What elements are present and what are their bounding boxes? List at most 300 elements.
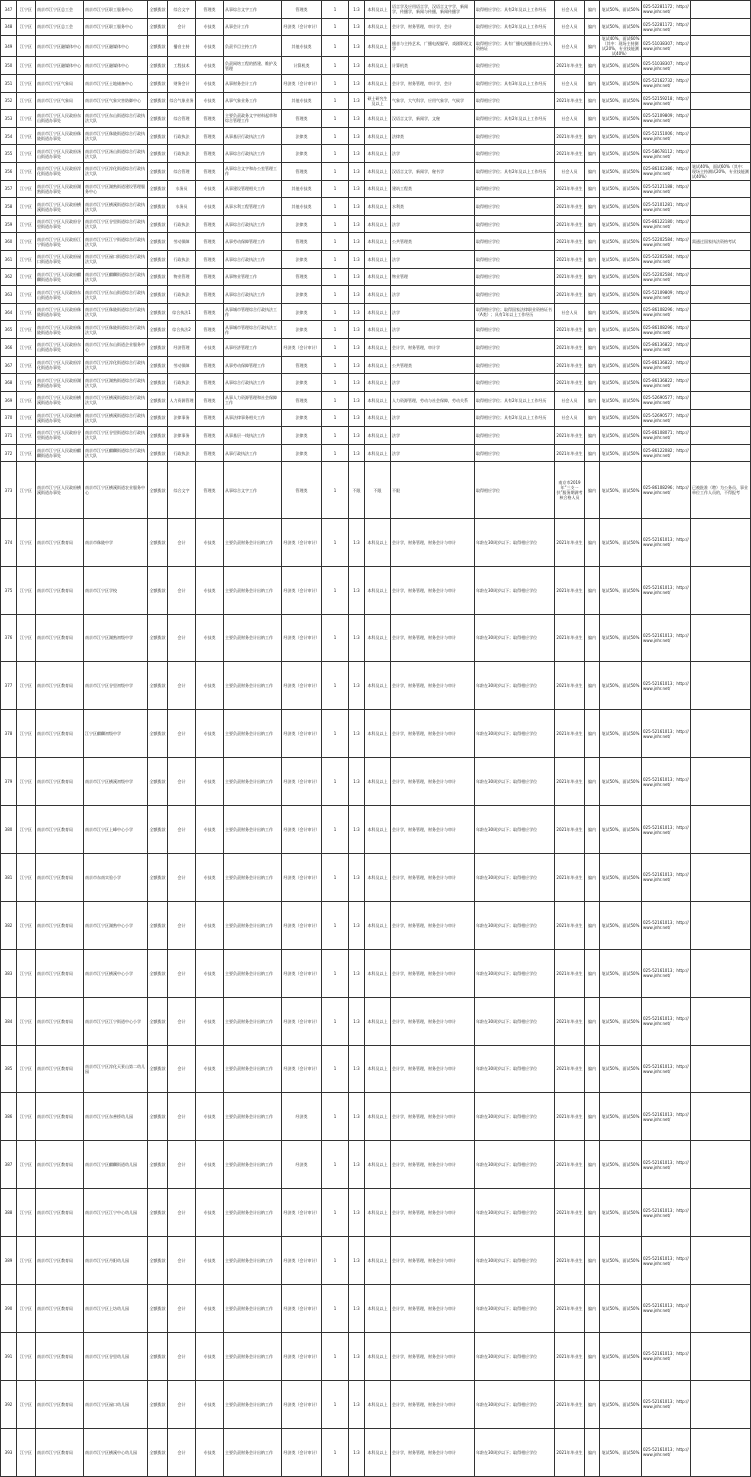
table-cell: 专技类 [196,853,224,901]
table-cell: 主要负责财务会计出纳工作 [224,1045,282,1093]
table-cell: 水务员 [168,180,196,198]
table-cell: 财务会计 [168,74,196,92]
table-row [1,1093,751,1141]
table-cell: 2021年毕业生 [555,145,585,163]
table-cell: 管理类 [196,444,224,462]
table-row [1,163,751,181]
table-row [1,427,751,445]
note-cell [691,1428,751,1476]
table-cell: 全额拨款 [148,215,168,233]
table-cell: 管理类 [196,286,224,304]
table-cell: 江宁区 [17,303,36,321]
table-cell: 本科及以上 [365,1045,391,1093]
table-cell: 1 [322,145,349,163]
table-cell: 人力资源管理 [168,391,196,409]
table-cell: 行政执法 [168,127,196,145]
table-cell: 1 [322,1237,349,1285]
table-cell: 357 [1,180,17,198]
note-cell [691,321,751,339]
table-cell: 笔试50%，面试50% [600,1,642,19]
table-cell: 本科及以上 [365,1141,391,1189]
table-cell: 会计 [168,1141,196,1189]
table-cell: 南京市江宁区教育局 [36,710,84,758]
table-cell: 1 [322,566,349,614]
table-cell: 南京市江宁区人民政府横溪街道办事处 [36,198,84,216]
table-cell: 南京市2019年“三支一扶”服务期满考核合格人员 [555,462,585,518]
table-cell: 汉语言文学，新闻学，文秘 [391,110,475,128]
table-cell: 1:3 [349,127,365,145]
table-cell: 南京市江宁区人民政府横溪街道办事处 [36,391,84,409]
table-cell: 全额拨款 [148,997,168,1045]
table-cell: 2021年毕业生 [555,806,585,854]
table-cell: 江宁区 [17,1237,36,1285]
table-cell: 年龄在30周岁以下；取得相应学位 [475,1189,555,1237]
table-cell: 1 [322,180,349,198]
table-cell: 本科及以上 [365,145,391,163]
table-cell: 025-52161013；http://www.jnhr.net/ [642,1332,691,1380]
table-cell: 本科及以上 [365,1237,391,1285]
table-cell: 法学 [391,427,475,445]
table-cell: 2021年毕业生 [555,57,585,75]
table-cell: 劳动保障 [168,233,196,251]
note-cell [691,391,751,409]
table-cell: 2021年毕业生 [555,1284,585,1332]
table-cell: 2021年毕业生 [555,198,585,216]
table-cell: 1 [322,321,349,339]
table-cell: 1:3 [349,339,365,357]
table-cell: 专技类 [196,74,224,92]
table-row [1,92,751,110]
table-cell: 全额拨款 [148,251,168,269]
table-cell: 江宁区 [17,949,36,997]
table-cell: 025-51038307；http://www.jnhr.net/ [642,57,691,75]
table-cell: 综合管理 [168,163,196,181]
table-cell: 笔试50%，面试50% [600,74,642,92]
table-cell: 江宁区 [17,1,36,19]
table-cell: 全额拨款 [148,614,168,662]
table-cell: 全额拨款 [148,1,168,19]
table-cell: 专技类 [196,901,224,949]
table-row [1,339,751,357]
table-cell: 笔试50%，面试50% [600,1141,642,1189]
table-row [1,710,751,758]
table-cell: 025-52281172；http://www.jnhr.net/ [642,1,691,19]
table-cell: 380 [1,806,17,854]
table-cell: 本科及以上 [365,662,391,710]
table-cell: 笔试50%，面试50% [600,614,642,662]
table-cell: 笔试50%，面试50% [600,233,642,251]
table-cell: 全额拨款 [148,409,168,427]
table-cell: 年龄在30周岁以下；取得相应学位 [475,758,555,806]
table-cell: 会计学，财务管理，财务会计与审计 [391,1380,475,1428]
table-cell: 会计学，财务管理，财务会计与审计 [391,758,475,806]
table-cell: 2021年毕业生 [555,127,585,145]
table-cell: 全额拨款 [148,1284,168,1332]
table-row [1,215,751,233]
table-cell: 全额拨款 [148,36,168,57]
table-cell: 025-52161013；http://www.jnhr.net/ [642,566,691,614]
table-cell: 笔试50%，面试50% [600,566,642,614]
table-cell: 本科及以上 [365,566,391,614]
table-cell: 1 [322,444,349,462]
note-cell [691,1380,751,1428]
table-cell: 会计 [168,1284,196,1332]
table-cell: 2021年毕业生 [555,268,585,286]
table-cell: 348 [1,18,17,36]
table-cell: 025-52151006；http://www.jnhr.net/ [642,127,691,145]
table-cell: 全额拨款 [148,462,168,518]
table-cell: 1:3 [349,92,365,110]
table-cell: 江宁区 [17,110,36,128]
table-cell: 354 [1,127,17,145]
table-cell: 主要负责财务会计出纳工作 [224,1093,282,1141]
table-cell: 从事城市管理综合行政执法工作 [224,303,282,321]
table-cell: 南京市江宁区人民政府谷里街道办事处 [36,215,84,233]
table-cell: 负责节目主持工作 [224,36,282,57]
table-cell: 025-52161013；http://www.jnhr.net/ [642,1093,691,1141]
table-cell: 笔试50%，面试50% [600,1332,642,1380]
table-cell: 2021年毕业生 [555,427,585,445]
table-cell: 年龄在30周岁以下；取得相应学位 [475,806,555,854]
table-cell: 经济类（会计审计） [282,710,322,758]
note-cell [691,1,751,19]
table-cell: 1 [322,57,349,75]
table-cell: 会计 [168,853,196,901]
table-cell: 南京市江宁区秣陵街道综合行政执法大队 [84,321,148,339]
table-cell: 1 [322,233,349,251]
table-cell: 全额拨款 [148,286,168,304]
table-cell: 年龄在30周岁以下；取得相应学位 [475,853,555,901]
table-cell: 编内 [585,901,600,949]
table-cell: 专技类 [196,57,224,75]
table-cell: 经济类（会计审计） [282,758,322,806]
table-cell: 社会人员 [555,18,585,36]
table-cell: 江宁区 [17,321,36,339]
table-cell: 会计学，财务管理，财务会计与审计 [391,662,475,710]
table-cell: 江宁区 [17,462,36,518]
table-cell: 江宁区 [17,566,36,614]
table-cell: 江宁区 [17,268,36,286]
table-cell: 管理类 [196,215,224,233]
table-cell: 南京市江宁区人民政府秣陵街道办事处 [36,303,84,321]
table-cell: 1 [322,462,349,518]
table-cell: 1 [322,18,349,36]
table-cell: 1:3 [349,806,365,854]
table-cell: 025-52161013；http://www.jnhr.net/ [642,710,691,758]
table-cell: 025-52161013；http://www.jnhr.net/ [642,662,691,710]
table-cell: 年龄在30周岁以下；取得相应学位 [475,997,555,1045]
table-row [1,145,751,163]
table-cell: 383 [1,949,17,997]
table-cell: 355 [1,145,17,163]
table-cell: 全额拨款 [148,92,168,110]
table-cell: 南京市江宁区教育局 [36,662,84,710]
table-cell: 南京市江宁区横溪街道农业服务中心 [84,462,148,518]
table-cell: 南京市江宁区横溪初级中学 [84,758,148,806]
table-cell: 编内 [585,233,600,251]
note-cell [691,949,751,997]
table-cell: 公共管理类 [391,233,475,251]
table-cell: 经济类（会计审计） [282,662,322,710]
table-cell: 本科及以上 [365,1428,391,1476]
table-cell: 社会人员 [555,163,585,181]
table-cell: 经济类（会计审计） [282,1284,322,1332]
table-cell: 361 [1,251,17,269]
table-cell: 专技类 [196,1332,224,1380]
table-cell: 南京市江宁区东山街道综合行政执法大队 [84,286,148,304]
table-cell: 本科及以上 [365,215,391,233]
table-cell: 取得相应学位；具有2年及以上工作经历 [475,1,555,19]
table-cell: 江宁区 [17,57,36,75]
table-cell: 南京市江宁区汤山街道综合行政执法大队 [84,145,148,163]
table-cell: 取得相应学位 [475,251,555,269]
table-cell: 江宁区 [17,758,36,806]
note-cell [691,215,751,233]
table-cell: 经济类（会计审计） [282,997,322,1045]
table-cell: 人力资源管理，劳动与社会保障，劳动关系 [391,391,475,409]
table-cell: 不限 [365,462,391,518]
table-cell: 从事劳动保障管理工作 [224,233,282,251]
table-cell: 取得相应学位 [475,286,555,304]
table-cell: 专技类 [196,997,224,1045]
table-cell: 南京市江宁区人民政府禄口街道办事处 [36,251,84,269]
table-cell: 南京市江宁区上峰中心小学 [84,806,148,854]
table-cell: 025-52161013；http://www.jnhr.net/ [642,853,691,901]
table-cell: 全额拨款 [148,901,168,949]
table-cell: 编内 [585,1,600,19]
table-cell: 1:3 [349,57,365,75]
note-cell [691,1237,751,1285]
table-cell: 主要负责财务会计出纳工作 [224,710,282,758]
table-cell: 笔试50%，面试50% [600,215,642,233]
table-row [1,268,751,286]
table-cell: 全额拨款 [148,198,168,216]
table-cell: 2021年毕业生 [555,1045,585,1093]
table-cell: 南京市秣陵中学 [84,518,148,566]
table-cell: 1 [322,74,349,92]
table-cell: 取得相应学位 [475,427,555,445]
table-cell: 025-86136822；http://www.jnhr.net/ [642,339,691,357]
table-cell: 管理类 [196,1,224,19]
table-cell: 主要负责财务会计出纳工作 [224,949,282,997]
table-cell: 取得相应学位 [475,356,555,374]
table-cell: 1:3 [349,1332,365,1380]
table-cell: 1 [322,1428,349,1476]
table-cell: 专技类 [196,1380,224,1428]
table-cell: 2021年毕业生 [555,356,585,374]
table-cell: 1 [322,949,349,997]
table-cell: 笔试50%，面试50% [600,110,642,128]
table-cell: 笔试50%，面试50% [600,303,642,321]
table-cell: 江宁区 [17,853,36,901]
table-cell: 1 [322,427,349,445]
table-cell: 编内 [585,198,600,216]
table-cell: 1:3 [349,356,365,374]
table-cell: 从事城市管理综合行政执法工作 [224,321,282,339]
table-cell: 会计学，财务管理，财务会计与审计 [391,566,475,614]
table-cell: 综合管理 [168,110,196,128]
table-cell: 2021年毕业生 [555,566,585,614]
table-cell: 年龄在30周岁以下；取得相应学位 [475,1284,555,1332]
table-cell: 本科及以上 [365,1380,391,1428]
table-cell: 社会人员 [555,1,585,19]
table-cell: 南京市江宁区教育局 [36,1284,84,1332]
table-cell: 南京市江宁区教育局 [36,1428,84,1476]
table-cell: 会计 [168,949,196,997]
note-cell [691,710,751,758]
table-cell: 360 [1,233,17,251]
table-row [1,180,751,198]
table-cell: 年龄在30周岁以下；取得相应学位 [475,1428,555,1476]
table-cell: 386 [1,1093,17,1141]
table-row [1,251,751,269]
table-cell: 综合执法1 [168,303,196,321]
table-cell: 笔试50%，面试50% [600,163,642,181]
table-cell: 南京市江宁区人民政府淳化街道办事处 [36,163,84,181]
table-cell: 管理类 [282,110,322,128]
table-row [1,1380,751,1428]
table-cell: 江宁区 [17,806,36,854]
table-cell: 江宁区 [17,233,36,251]
table-cell: 江宁区 [17,1141,36,1189]
table-cell: 369 [1,391,17,409]
table-cell: 025-52161013；http://www.jnhr.net/ [642,1380,691,1428]
table-cell: 笔试50%，面试50% [600,806,642,854]
table-cell: 建筑工程类 [391,180,475,198]
table-cell: 1:3 [349,18,365,36]
table-row [1,1189,751,1237]
table-cell: 取得相应学位 [475,268,555,286]
note-cell [691,18,751,36]
table-cell: 主要负责财务会计出纳工作 [224,806,282,854]
table-cell: 全额拨款 [148,1141,168,1189]
table-cell: 1 [322,409,349,427]
table-cell: 1 [322,286,349,304]
table-cell: 管理类 [196,427,224,445]
table-cell: 南京市江宁区教育局 [36,806,84,854]
table-cell: 2021年毕业生 [555,758,585,806]
table-cell: 1:3 [349,949,365,997]
table-cell: 取得相应学位；具有2年及以上工作经历 [475,110,555,128]
table-cell: 笔试50%，面试50% [600,57,642,75]
table-cell: 025-86108296；http://www.jnhr.net/ [642,462,691,518]
table-cell: 工程技术 [168,57,196,75]
table-cell: 1 [322,303,349,321]
table-cell: 全额拨款 [148,710,168,758]
table-cell: 1:3 [349,614,365,662]
table-cell: 025-52281172；http://www.jnhr.net/ [642,18,691,36]
table-cell: 2021年毕业生 [555,233,585,251]
table-cell: 南京市江宁区总工会 [36,1,84,19]
table-cell: 382 [1,901,17,949]
table-cell: 从事经济管理工作 [224,339,282,357]
table-cell: 编内 [585,518,600,566]
table-row [1,997,751,1045]
table-cell: 2021年毕业生 [555,321,585,339]
table-cell: 专技类 [196,1284,224,1332]
table-cell: 笔试50%，面试50% [600,1045,642,1093]
table-cell: 主要负责财务会计出纳工作 [224,518,282,566]
table-cell: 南京市江宁区人民政府横溪街道办事处 [36,409,84,427]
table-cell: 法律事务 [168,427,196,445]
table-cell: 南京市江宁区谷里街道综合行政执法大队 [84,215,148,233]
table-cell: 取得相应学位 [475,198,555,216]
table-cell: 会计 [168,18,196,36]
table-cell: 2021年毕业生 [555,710,585,758]
table-row [1,374,751,392]
table-cell: 1 [322,614,349,662]
table-cell: 全额拨款 [148,74,168,92]
table-cell: 025-52161013；http://www.jnhr.net/ [642,806,691,854]
table-cell: 1 [322,1093,349,1141]
table-cell: 会计 [168,758,196,806]
table-cell: 会计 [168,518,196,566]
table-cell: 主要负责财务会计出纳工作 [224,1189,282,1237]
table-cell: 南京市江宁区麒麟街道综合行政执法大队 [84,444,148,462]
table-cell: 江宁区 [17,286,36,304]
table-cell: 笔试50%，面试50% [600,268,642,286]
note-cell [691,145,751,163]
note-cell [691,36,751,57]
table-row [1,356,751,374]
table-cell: 会计学，财务管理，财务会计与审计 [391,1332,475,1380]
table-cell: 笔试50%，面试50% [600,1428,642,1476]
table-cell: 会计学，财务管理，财务会计与审计 [391,518,475,566]
table-cell: 从事综合文字和办公室管理工作 [224,163,282,181]
table-cell: 1:3 [349,1380,365,1428]
table-cell: 1:3 [349,1428,365,1476]
table-cell: 从事基层行政执法工作 [224,127,282,145]
table-cell: 2021年毕业生 [555,251,585,269]
table-cell: 江宁区 [17,145,36,163]
table-cell: 管理类 [196,356,224,374]
table-cell: 会计学，财务管理，财务会计与审计 [391,1428,475,1476]
table-cell: 编内 [585,286,600,304]
table-cell: 主要负责财务会计出纳工作 [224,1237,282,1285]
table-cell: 全额拨款 [148,339,168,357]
table-cell: 专技类 [196,180,224,198]
table-cell: 笔试50%，面试50% [600,1284,642,1332]
table-row [1,444,751,462]
table-row [1,853,751,901]
table-cell: 编内 [585,251,600,269]
table-row [1,462,751,518]
table-cell: 编内 [585,566,600,614]
table-cell: 南京市江宁区横溪街道综合行政执法大队 [84,409,148,427]
table-cell: 经济类 [282,1141,322,1189]
table-cell: 372 [1,444,17,462]
table-cell: 法学 [391,215,475,233]
table-cell: 经济类（会计审计） [282,18,322,36]
table-cell: 负责网络工程的搭建、维护及管理 [224,57,282,75]
table-cell: 法学 [391,145,475,163]
table-cell: 1:3 [349,710,365,758]
table-cell: 年龄在30周岁以下；取得相应学位 [475,1141,555,1189]
table-cell: 全额拨款 [148,806,168,854]
table-cell: 南京市江宁区学校 [84,566,148,614]
table-cell: 编内 [585,1284,600,1332]
table-cell: 经济类（会计审计） [282,1428,322,1476]
table-cell: 1:3 [349,758,365,806]
table-cell: 专技类 [196,518,224,566]
note-cell [691,1189,751,1237]
table-row [1,18,751,36]
table-cell: 本科及以上 [365,427,391,445]
table-cell: 管理类 [282,462,322,518]
table-cell: 编内 [585,710,600,758]
table-cell: 会计 [168,1045,196,1093]
note-cell [691,110,751,128]
